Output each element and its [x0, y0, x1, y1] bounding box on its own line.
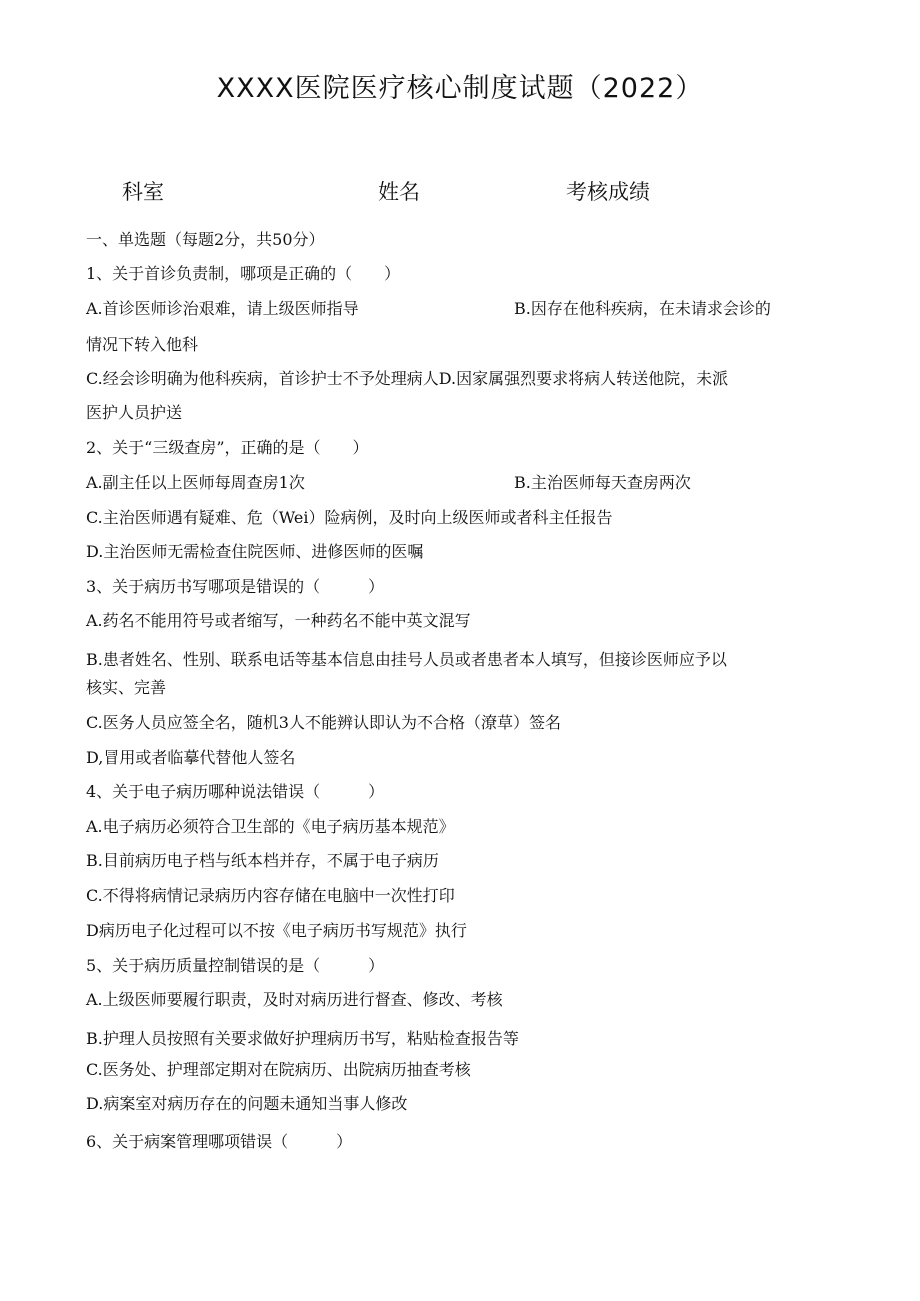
question-1-option-a: A.首诊医师诊治艰难，请上级医师指导	[86, 299, 359, 318]
question-3-option-b-continued: 核实、完善	[86, 678, 167, 697]
question-1-option-d-continued: 医护人员护送	[86, 403, 183, 422]
question-5-option-d: D.病案室对病历存在的问题未通知当事人修改	[86, 1094, 408, 1113]
question-5-option-b: B.护理人员按照有关要求做好护理病历书写，粘贴检查报告等	[86, 1029, 519, 1048]
question-1-option-b-continued: 情况下转入他科	[86, 335, 199, 354]
question-5-stem: 5、关于病历质量控制错误的是（ ）	[86, 956, 385, 975]
question-2-option-d: D.主治医师无需检查住院医师、进修医师的医嘱	[86, 542, 424, 561]
score-field-label: 考核成绩	[566, 180, 650, 204]
question-5-option-c: C.医务处、护理部定期对在院病历、出院病历抽查考核	[86, 1060, 471, 1079]
name-field-label: 姓名	[378, 180, 420, 204]
question-2-option-a: A.副主任以上医师每周查房1次	[86, 473, 305, 492]
question-3-stem: 3、关于病历书写哪项是错误的（ ）	[86, 577, 385, 596]
question-5-option-a: A.上级医师要履行职责，及时对病历进行督查、修改、考核	[86, 990, 503, 1009]
question-2-stem: 2、关于“三级查房”，正确的是（ ）	[86, 438, 369, 457]
question-3-option-c: C.医务人员应签全名，随机3人不能辨认即认为不合格（潦草）签名	[86, 713, 561, 732]
question-3-option-a: A.药名不能用符号或者缩写，一种药名不能中英文混写	[86, 611, 471, 630]
question-3-option-d: D,冒用或者临摹代替他人签名	[86, 748, 296, 767]
dept-field-label: 科室	[122, 180, 164, 204]
question-4-option-b: B.目前病历电子档与纸本档并存，不属于电子病历	[86, 851, 439, 870]
section-heading: 一、单选题（每题2分，共50分）	[86, 230, 325, 249]
question-6-stem: 6、关于病案管理哪项错误（ ）	[86, 1132, 353, 1151]
question-4-option-d: D病历电子化过程可以不按《电子病历书写规范》执行	[86, 921, 467, 940]
question-4-option-a: A.电子病历必须符合卫生部的《电子病历基本规范》	[86, 817, 455, 836]
question-4-option-c: C.不得将病情记录病历内容存储在电脑中一次性打印	[86, 886, 455, 905]
question-4-stem: 4、关于电子病历哪种说法错误（ ）	[86, 782, 385, 801]
question-3-option-b: B.患者姓名、性别、联系电话等基本信息由挂号人员或者患者本人填写，但接诊医师应予以	[86, 650, 727, 669]
question-1-stem: 1、关于首诊负责制，哪项是正确的（ ）	[86, 264, 401, 283]
page-title: XXXX医院医疗核心制度试题（2022）	[216, 73, 704, 104]
question-2-option-c: C.主治医师遇有疑难、危（Wei）险病例，及时向上级医师或者科主任报告	[86, 508, 613, 527]
question-1-option-b: B.因存在他科疾病，在未请求会诊的	[514, 299, 771, 318]
question-1-option-c-d: C.经会诊明确为他科疾病，首诊护士不予处理病人D.因家属强烈要求将病人转送他院，未派	[86, 369, 729, 388]
question-2-option-b: B.主治医师每天查房两次	[514, 473, 691, 492]
